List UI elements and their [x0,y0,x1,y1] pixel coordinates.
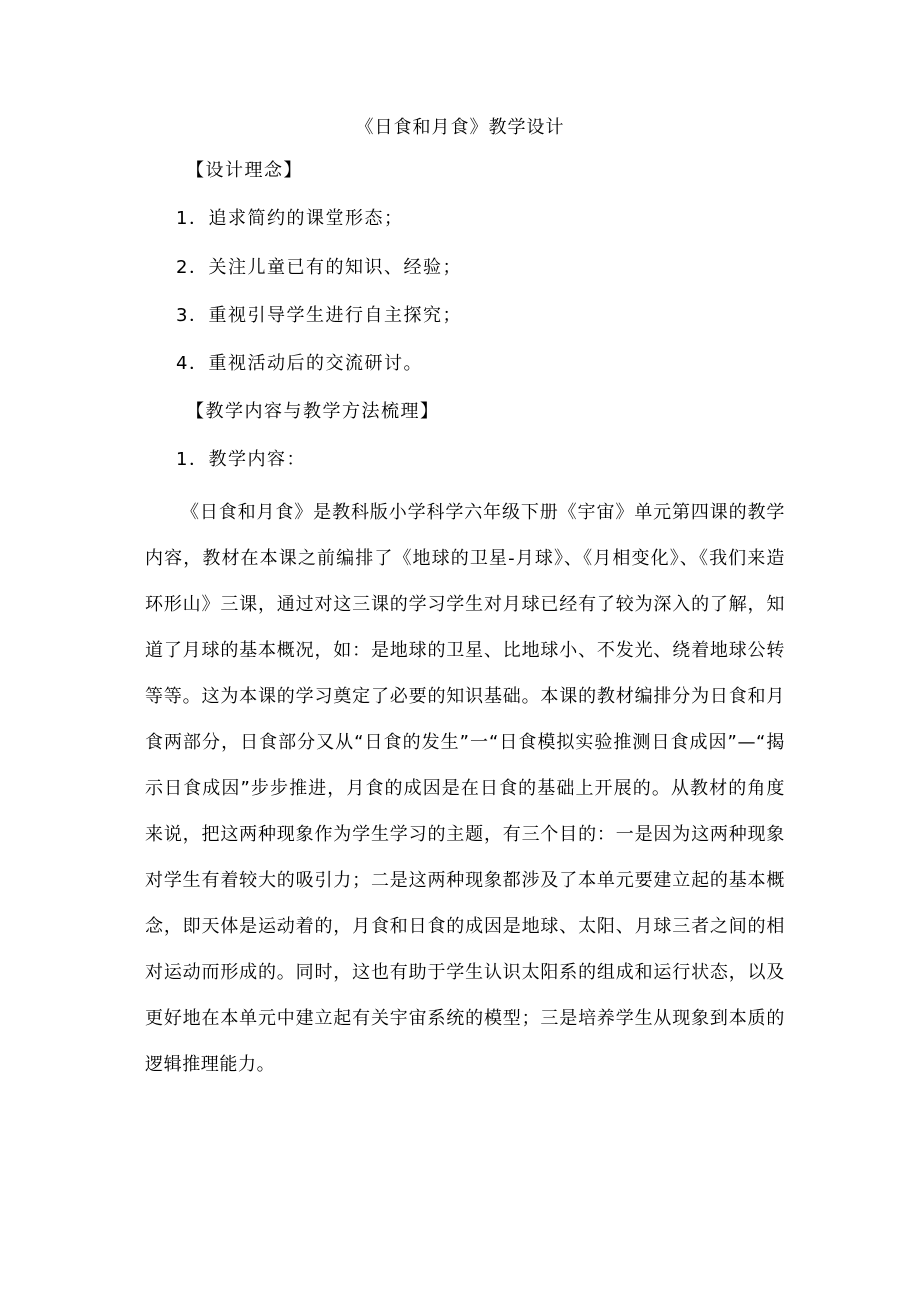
teaching-content-paragraph: 《日食和月食》是教科版小学科学六年级下册《宇宙》单元第四课的教学内容，教材在本课之前编排了《地球的卫星-月球》、《月相变化》、《我们来造环形山》三课，通过对这三课的学习学生对月球已经有了较为深入的了解，知道了月球的基本概况，如：是地球的卫星、比地球小、不发光、绕着地球公转等等。这为本课的学习奠定了必要的知识基础。本课的教材编排分为日食和月食两部分，日食部分又从“日食的发生”一“日食模拟实验推测日食成因”—“揭示日食成因”步步推进，月食的成因是在日食的基础上开展的。从教材的角度来说，把这两种现象作为学生学习的主题，有三个目的：一是因为这两种现象对学生有着较大的吸引力；二是这两种现象都涉及了本单元要建立起的基本概念，即天体是运动着的，月食和日食的成因是地球、太阳、月球三者之间的相对运动而形成的。同时，这也有助于学生认识太阳系的组成和运行状态，以及更好地在本单元中建立起有关宇宙系统的模型；三是培养学生从现象到本质的逻辑推理能力。 [145,502,785,1075]
design-concept-item-1: 1．追求简约的课堂形态； [176,208,404,229]
document-title: 《日食和月食》教学设计 [355,117,565,138]
design-concept-item-3: 3．重视引导学生进行自主探究； [176,305,462,326]
design-concept-item-4: 4．重视活动后的交流研讨。 [176,353,423,374]
section-heading-teaching-content: 【教学内容与教学方法梳理】 [186,401,440,422]
section-heading-design-concept: 【设计理念】 [186,160,303,181]
design-concept-item-2: 2．关注儿童已有的知识、经验； [176,257,462,278]
teaching-content-subheading: 1．教学内容： [176,449,306,470]
